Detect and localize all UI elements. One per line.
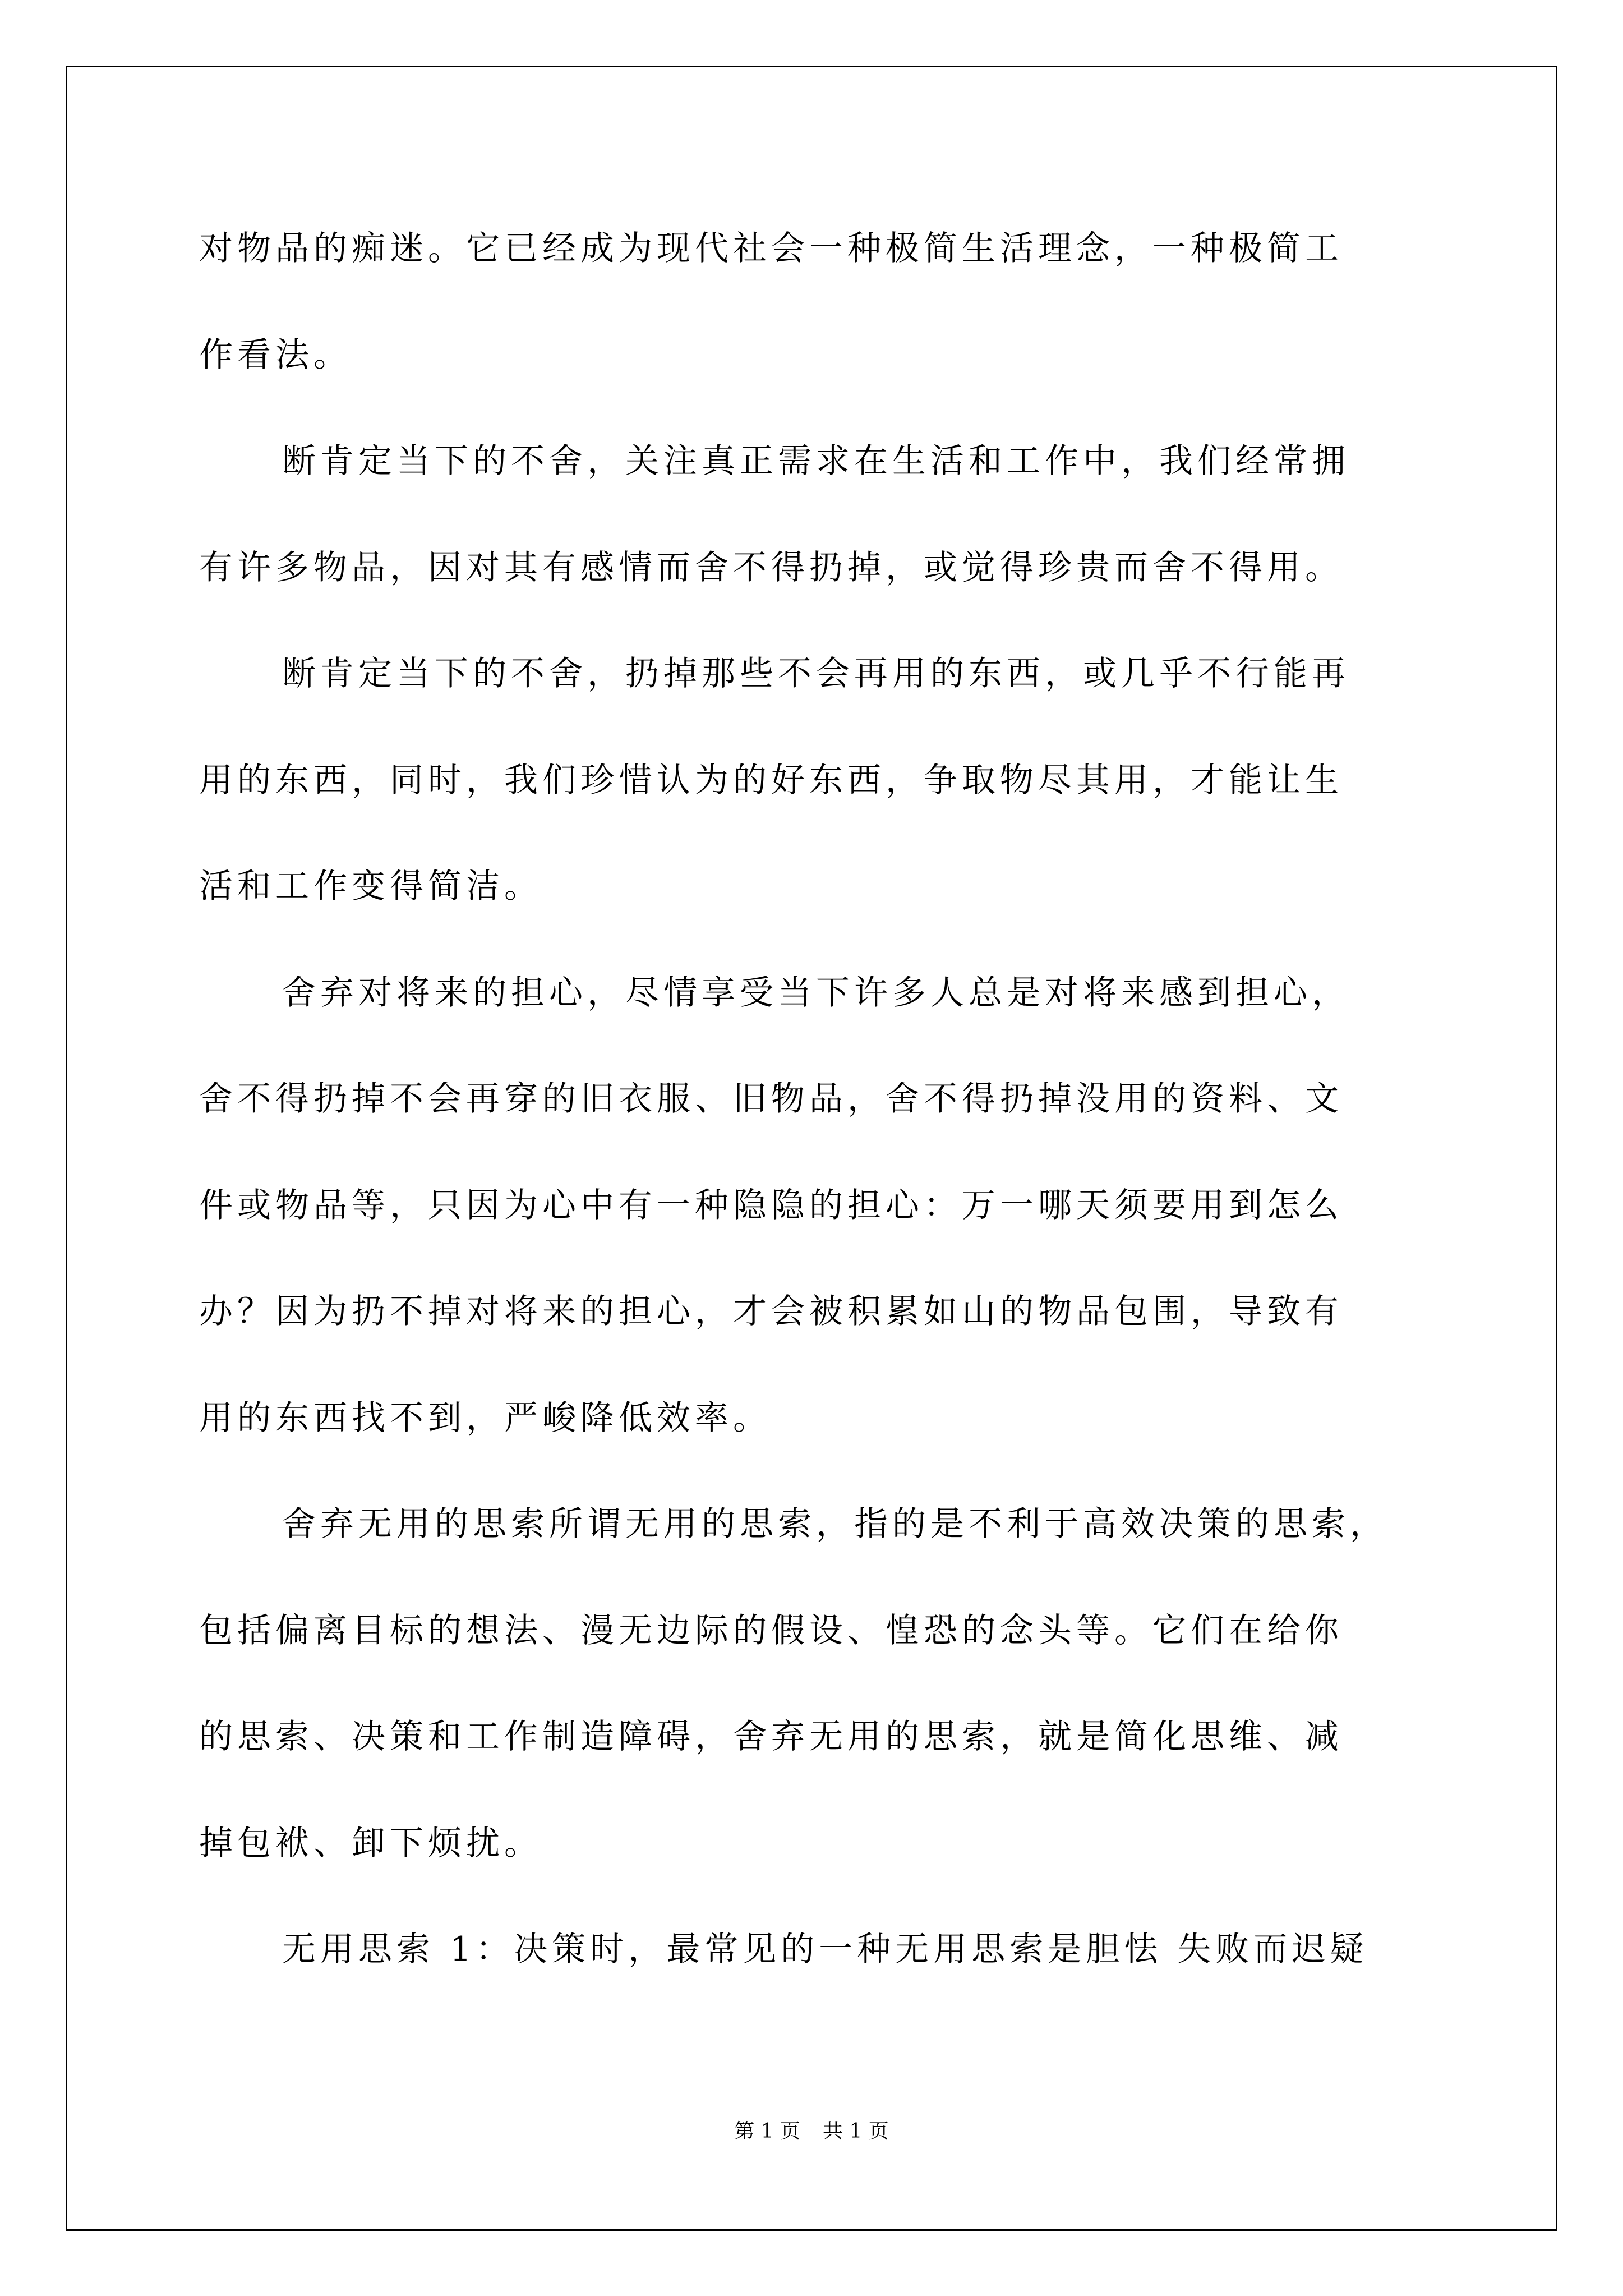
text-line-1: 对物品的痴迷。它已经成为现代社会一种极简生活理念，一种极简工 xyxy=(199,229,1343,268)
text-line-6: 用的东西，同时，我们珍惜认为的好东西，争取物尽其用，才能让生 xyxy=(199,761,1343,800)
text-line-10: 件或物品等，只因为心中有一种隐隐的担心：万一哪天须要用到怎么 xyxy=(199,1186,1343,1225)
text-line-4: 有许多物品，因对其有感情而舍不得扔掉，或觉得珍贵而舍不得用。 xyxy=(199,548,1343,587)
text-line-16: 掉包袱、卸下烦扰。 xyxy=(199,1824,542,1863)
text-line-12: 用的东西找不到，严峻降低效率。 xyxy=(199,1398,771,1438)
page-footer xyxy=(0,2118,1623,2146)
text-line-3: 断肯定当下的不舍，关注真正需求在生活和工作中，我们经常拥 xyxy=(282,441,1350,481)
text-line-5: 断肯定当下的不舍，扔掉那些不会再用的东西，或几乎不行能再 xyxy=(282,654,1350,693)
text-line-15: 的思索、决策和工作制造障碍，舍弃无用的思索，就是简化思维、减 xyxy=(199,1717,1343,1756)
text-line-9: 舍不得扔掉不会再穿的旧衣服、旧物品，舍不得扔掉没用的资料、文 xyxy=(199,1079,1343,1119)
text-line-8: 舍弃对将来的担心，尽情享受当下许多人总是对将来感到担心， xyxy=(282,973,1350,1013)
text-line-13: 舍弃无用的思索所谓无用的思索，指的是不利于高效决策的思索， xyxy=(282,1504,1388,1544)
text-line-14: 包括偏离目标的想法、漫无边际的假设、惶恐的念头等。它们在给你 xyxy=(199,1611,1343,1650)
page-number-current: 第 1 页 xyxy=(734,2120,800,2143)
text-line-2: 作看法。 xyxy=(199,335,352,375)
text-line-17: 无用思索 1：决策时，最常见的一种无用思索是胆怯 失败而迟疑 xyxy=(282,1930,1368,1969)
page-number-total: 共 1 页 xyxy=(823,2120,889,2143)
text-line-11: 办？因为扔不掉对将来的担心，才会被积累如山的物品包围，导致有 xyxy=(199,1292,1343,1331)
page-border xyxy=(66,66,1557,2231)
text-line-7: 活和工作变得简洁。 xyxy=(199,867,542,906)
